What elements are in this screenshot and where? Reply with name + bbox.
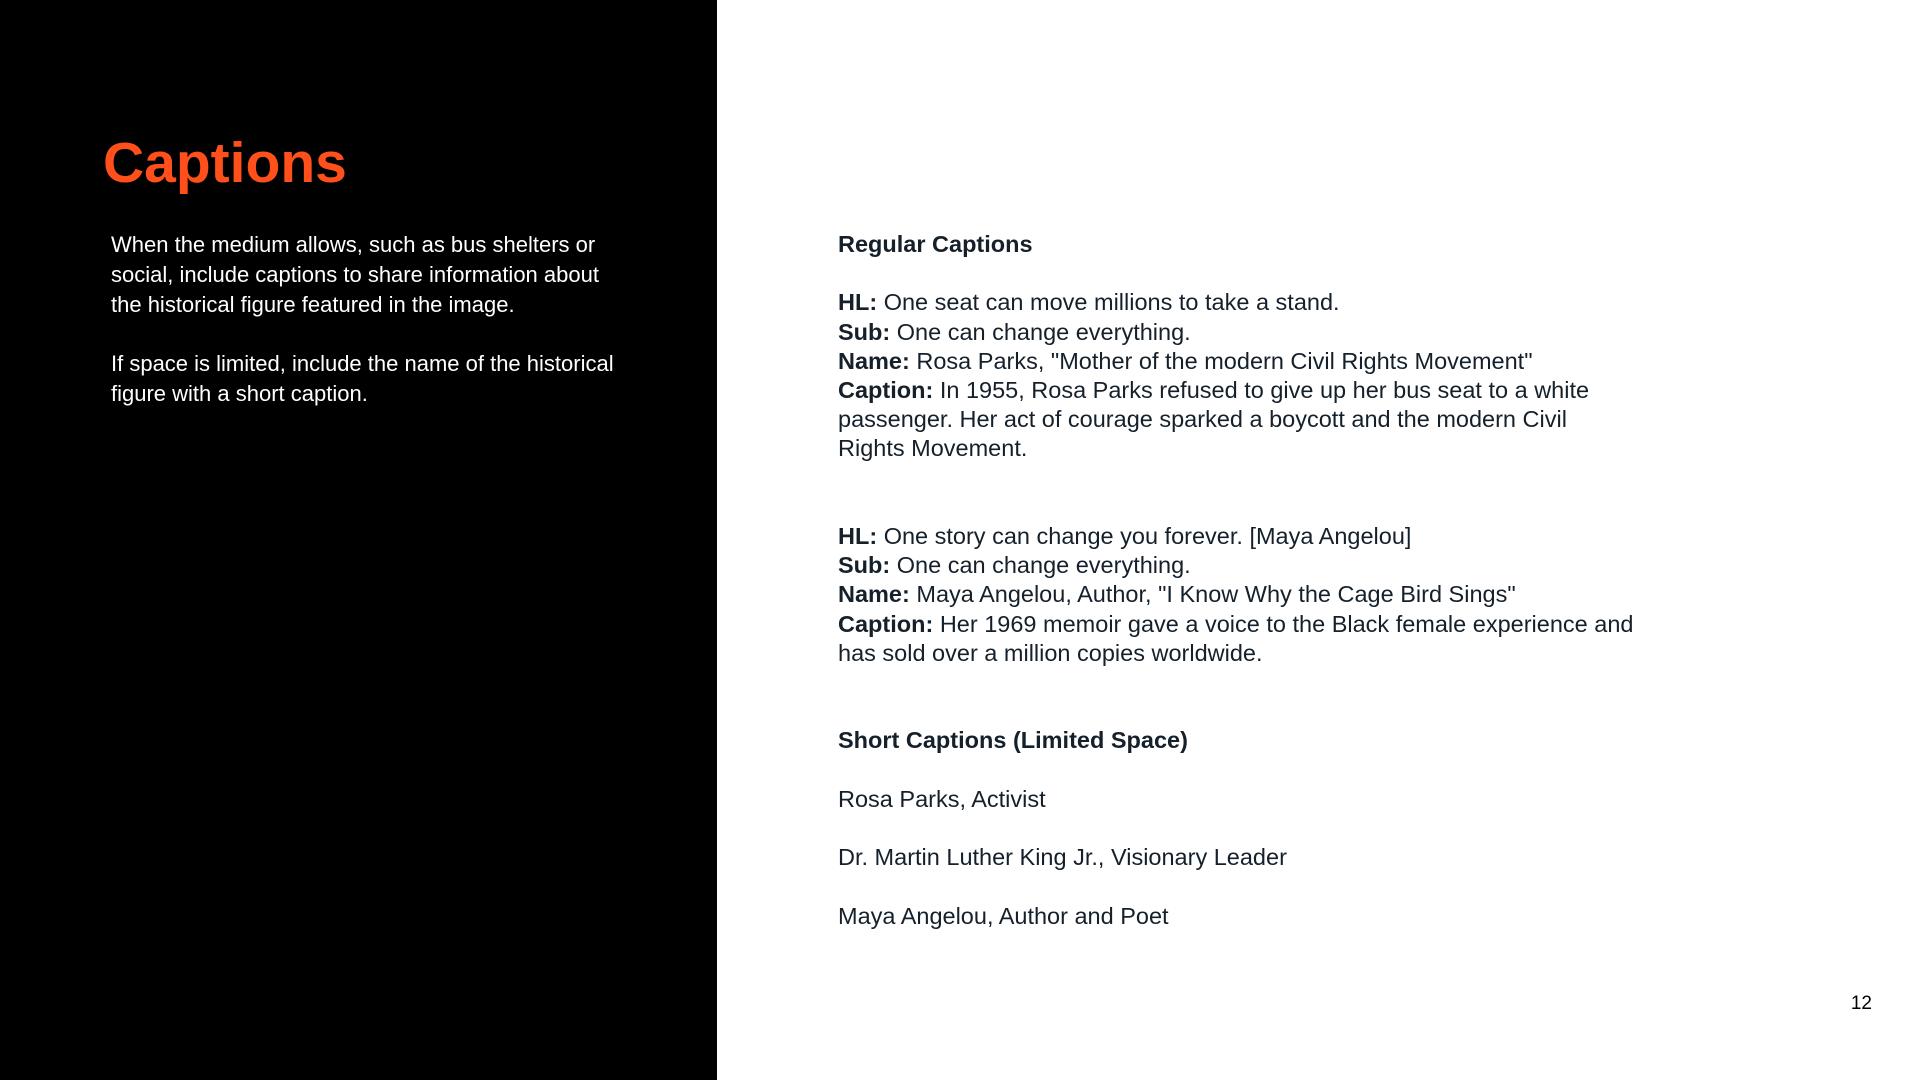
caption-text: Her 1969 memoir gave a voice to the Black female experience and has sold over a million copies worldwide. — [838, 610, 1634, 666]
name-text: Maya Angelou, Author, "I Know Why the Cage Bird Sings" — [916, 581, 1516, 608]
subhead-line — [838, 551, 1638, 580]
caption-text: In 1955, Rosa Parks refused to give up her bus seat to a white passenger. Her act of courage sparked a boycott and the modern Civil Rights Movement. — [838, 377, 1590, 462]
name-line — [838, 347, 1638, 376]
headline-text: One seat can move millions to take a stand. — [883, 289, 1340, 316]
regular-captions-heading: Regular Captions — [838, 231, 1033, 257]
headline-label: HL: — [838, 523, 878, 549]
short-caption-item: Maya Angelou, Author and Poet — [838, 902, 1169, 929]
subhead-label: Sub: — [838, 318, 891, 345]
name-text: Rosa Parks, "Mother of the modern Civil Rights Movement" — [916, 347, 1533, 374]
caption-line — [838, 376, 1638, 464]
headline-text: One story can change you forever. [Maya Angelou] — [883, 523, 1412, 549]
subhead-line — [838, 318, 1638, 347]
intro-paragraph: If space is limited, include the name of the historical figure with a short caption. — [111, 351, 614, 406]
caption-entry — [838, 522, 1638, 668]
short-caption-item: Rosa Parks, Activist — [838, 785, 1046, 812]
subhead-label: Sub: — [838, 552, 891, 579]
captions-content — [838, 230, 1638, 960]
short-caption-item: Dr. Martin Luther King Jr., Visionary Leader — [838, 844, 1287, 871]
slide-title: Captions — [103, 131, 347, 195]
short-captions-heading: Short Captions (Limited Space) — [838, 727, 1188, 754]
headline-line — [838, 288, 1638, 317]
name-label: Name: — [838, 347, 910, 374]
subhead-text: One can change everything. — [896, 552, 1191, 579]
caption-entry — [838, 288, 1638, 463]
intro-paragraph: When the medium allows, such as bus shelters or social, include captions to share information about the historical figure featured in the image. — [111, 232, 599, 317]
caption-label: Caption: — [838, 377, 934, 403]
name-line — [838, 580, 1638, 609]
caption-label: Caption: — [838, 610, 934, 637]
name-label: Name: — [838, 581, 910, 608]
left-panel — [0, 0, 717, 1080]
page-number: 12 — [1850, 993, 1872, 1014]
headline-label: HL: — [838, 289, 878, 316]
headline-line — [838, 522, 1638, 551]
subhead-text: One can change everything. — [896, 318, 1191, 345]
caption-line — [838, 610, 1638, 668]
